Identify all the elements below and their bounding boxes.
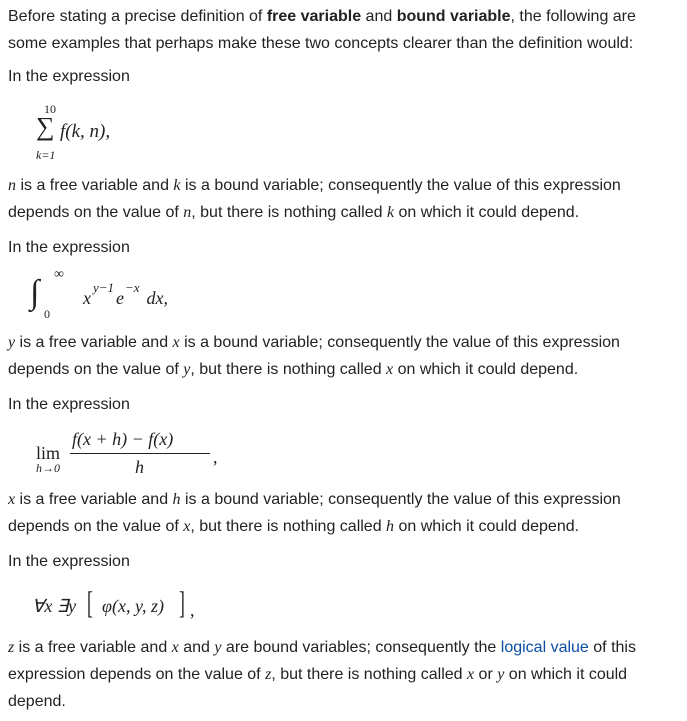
integral-symbol: ∫: [30, 274, 40, 311]
ex1-text-b: is a bound variable; consequently the value of this expression depends on the value of: [8, 177, 621, 221]
intro-text-post: , the following are some examples that perhaps make these two concepts clearer than the definition would:: [8, 8, 636, 52]
ex1-text-d: on which it could depend.: [394, 204, 580, 221]
example-1-explanation: [8, 172, 678, 226]
predicate-phi: φ(x, y, z): [102, 596, 164, 616]
var-x: x: [172, 334, 180, 351]
logical-value-link[interactable]: logical value: [500, 639, 589, 656]
var-y: y: [183, 361, 191, 378]
lim-operator: lim: [36, 443, 61, 463]
ex2-text-a: is a free variable and: [15, 334, 173, 351]
integral-base-e: e: [116, 288, 124, 308]
example-4-explanation: [8, 634, 678, 715]
sigma-symbol: ∑: [36, 112, 55, 141]
var-h: h: [386, 518, 395, 535]
var-z: z: [8, 639, 15, 656]
var-y: y: [8, 334, 16, 351]
ex2-text-d: on which it could depend.: [393, 361, 579, 378]
integral-lower-limit: 0: [44, 307, 50, 321]
intro-text-mid: and: [361, 8, 397, 25]
var-z: z: [265, 666, 272, 683]
intro-text-pre: Before stating a precise definition of: [8, 8, 267, 25]
var-x: x: [386, 361, 394, 378]
in-the-expression-label: In the expression: [8, 239, 130, 256]
var-h: h: [172, 491, 181, 508]
fraction-numerator: f(x + h) − f(x): [72, 429, 174, 449]
fraction-bar: [70, 453, 210, 454]
exponent-minus-x: −x: [125, 280, 140, 295]
var-k: k: [173, 177, 181, 194]
var-k: k: [386, 204, 395, 221]
in-the-expression-label: In the expression: [8, 68, 130, 85]
ex4-text-d: , but there is nothing called: [271, 666, 467, 683]
ex1-text-c: , but there is nothing called: [191, 204, 387, 221]
sum-upper-limit: 10: [44, 102, 56, 116]
in-the-expression-label: In the expression: [8, 553, 130, 570]
ex4-text-b: are bound variables; consequently the: [221, 639, 501, 656]
example-2-explanation: [8, 329, 678, 383]
quantifiers: ∀x ∃y: [32, 596, 81, 616]
ex4-text-and: and: [178, 639, 215, 656]
fraction-denominator: h: [135, 457, 144, 477]
right-bracket: ]: [179, 584, 185, 620]
var-x: x: [171, 639, 179, 656]
in-the-expression-label: In the expression: [8, 396, 130, 413]
example-3-explanation: [8, 486, 678, 540]
ex2-text-c: , but there is nothing called: [190, 361, 387, 378]
sum-body: f(k, n),: [60, 121, 111, 142]
ex4-text-a: is a free variable and: [14, 639, 172, 656]
ex4-text-c: of this expression depends on the value of: [8, 639, 636, 683]
lim-subscript: h→0: [36, 461, 60, 475]
var-y: y: [214, 639, 222, 656]
ex3-text-b: is a bound variable; consequently the value of this expression depends on the value of: [8, 491, 621, 535]
exponent-y-minus-1: y−1: [93, 280, 115, 295]
integral-differential: dx,: [142, 288, 168, 308]
integral-upper-limit: ∞: [54, 267, 64, 282]
var-n: n: [183, 204, 192, 221]
ex4-text-e: on which it could depend.: [8, 666, 628, 710]
ex3-text-a: is a free variable and: [15, 491, 173, 508]
var-n: n: [8, 177, 16, 194]
intro-paragraph: [8, 3, 678, 57]
term-bound-variable: bound variable: [396, 8, 511, 25]
ex3-text-d: on which it could depend.: [394, 518, 580, 535]
ex1-text-a: is a free variable and: [16, 177, 174, 194]
term-free-variable: free variable: [266, 8, 362, 25]
limit-comma: ,: [213, 447, 218, 467]
ex2-text-b: is a bound variable; consequently the value of this expression depends on the value of: [8, 334, 620, 378]
sum-lower-limit: k=1: [36, 148, 56, 162]
var-x: x: [183, 518, 191, 535]
ex4-text-or: or: [474, 666, 498, 683]
ex3-text-c: , but there is nothing called: [190, 518, 387, 535]
integral-base-x: x: [83, 288, 91, 308]
quantifier-comma: ,: [190, 600, 195, 620]
left-bracket: [: [87, 584, 93, 620]
var-x: x: [8, 491, 16, 508]
var-x: x: [467, 666, 475, 683]
var-y: y: [497, 666, 505, 683]
